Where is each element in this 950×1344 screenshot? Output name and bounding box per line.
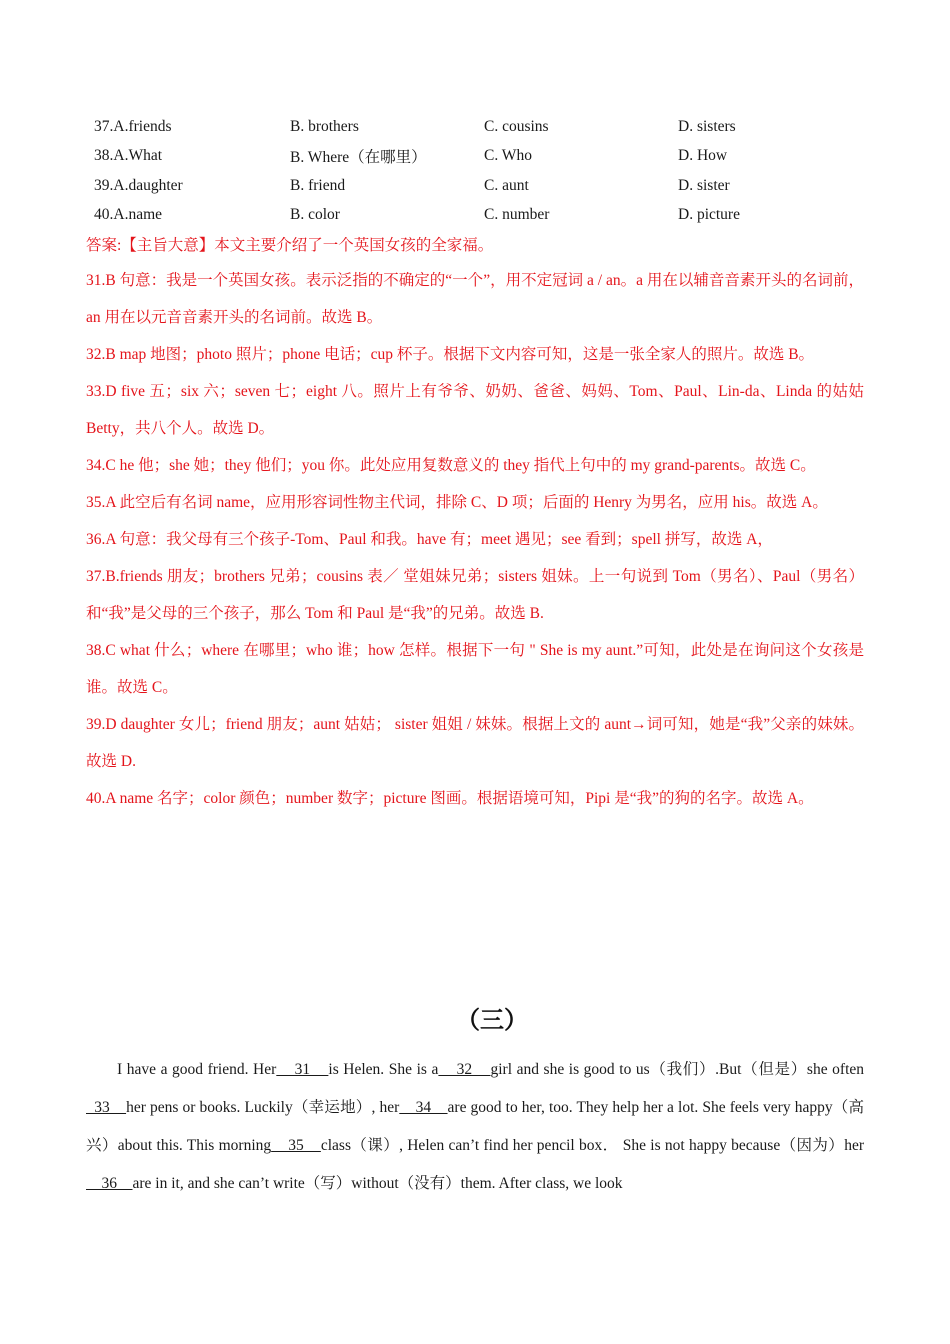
section-title: （三） xyxy=(456,1008,528,1034)
passage-text: her pens or books. Luckily（幸运地）, her xyxy=(126,1099,400,1116)
answer-explanations xyxy=(86,262,864,817)
blank-33: 33 xyxy=(86,1099,127,1116)
question-stem: 40.A.name xyxy=(94,206,163,224)
option-b: B. color xyxy=(290,206,340,224)
question-stem: 37.A.friends xyxy=(94,117,172,135)
explanation-item: 33.D five 五；six 六；seven 七；eight 八。照片上有爷爷、奶奶、爸爸、妈妈、Tom、Paul、Lin-da、Linda 的姑姑 Betty，共八个人。故选 D。 xyxy=(86,383,864,437)
blank-31: 31 xyxy=(276,1061,329,1078)
blank-34: 34 xyxy=(399,1099,448,1116)
passage-text: girl and she is good to us（我们）.But（但是）she often xyxy=(490,1061,865,1078)
option-c: C. number xyxy=(484,206,550,224)
explanation-item: 35.A 此空后有名词 name，应用形容词性物主代词，排除 C、D 项；后面的 Henry 为男名，应用 his。故选 A。 xyxy=(86,494,828,511)
blank-32: 32 xyxy=(438,1061,491,1078)
blank-35: 35 xyxy=(271,1137,321,1154)
option-row xyxy=(94,142,798,172)
answer-header: 答案:【主旨大意】本文主要介绍了一个英国女孩的全家福。 xyxy=(86,237,494,254)
passage-text: are in it, and she can’t write（写）without（没有）them. After class, we look xyxy=(132,1175,623,1192)
option-d: D. How xyxy=(678,147,728,165)
explanation-item: 39.D daughter 女儿；friend 朋友；aunt 姑姑； sister 姐姐 / 妹妹。根据上文的 aunt→词可知，她是“我”父亲的妹妹。故选 D. xyxy=(86,716,864,770)
option-c: C. cousins xyxy=(484,117,549,135)
cloze-passage xyxy=(86,1051,864,1203)
passage-text: class（课）, Helen can’t find her pencil box． She is not happy because（因为）her xyxy=(320,1137,865,1154)
passage-text: I have a good friend. Her xyxy=(117,1061,277,1078)
option-b: B. Where（在哪里） xyxy=(290,149,427,167)
explanation-item: 40.A name 名字；color 颜色；number 数字；picture 图画。根据语境可知，Pipi 是“我”的狗的名字。故选 A。 xyxy=(86,790,814,807)
option-d: D. sister xyxy=(678,176,730,194)
option-d: D. picture xyxy=(678,206,740,224)
explanation-item: 38.C what 什么；where 在哪里；who 谁；how 怎样。根据下一句 " She is my aunt.”可知，此处是在询问这个女孩是谁。故选 C。 xyxy=(86,642,864,696)
explanation-item: 34.C he 他；she 她；they 他们；you 你。此处应用复数意义的 they 指代上句中的 my grand-parents。故选 C。 xyxy=(86,457,816,474)
blank-36: 36 xyxy=(86,1175,133,1192)
option-row xyxy=(94,112,798,142)
explanation-item: 32.B map 地图；photo 照片；phone 电话；cup 杯子。根据下文内容可知，这是一张全家人的照片。故选 B。 xyxy=(86,346,815,363)
question-stem: 38.A.What xyxy=(94,147,163,165)
option-b: B. brothers xyxy=(290,117,359,135)
passage-paragraph xyxy=(86,1051,864,1203)
question-stem: 39.A.daughter xyxy=(94,176,183,194)
explanation-item: 36.A 句意：我父母有三个孩子-Tom、Paul 和我。have 有；meet 遇见；see 看到；spell 拼写，故选 A， xyxy=(86,531,773,548)
passage-text: are good to her, too. They help her a lot. She feels very happy（高兴）about this. This morning xyxy=(86,1099,865,1154)
option-c: C. Who xyxy=(484,147,532,165)
options-table xyxy=(94,112,798,230)
option-row xyxy=(94,201,798,231)
passage-text: is Helen. She is a xyxy=(328,1061,439,1078)
explanation-item: 31.B 句意：我是一个英国女孩。表示泛指的不确定的“一个”，用不定冠词 a / an。a 用在以辅音音素开头的名词前，an 用在以元音音素开头的名词前。故选 B。 xyxy=(86,272,864,326)
option-d: D. sisters xyxy=(678,117,736,135)
option-c: C. aunt xyxy=(484,176,529,194)
option-b: B. friend xyxy=(290,176,346,194)
explanation-item: 37.B.friends 朋友；brothers 兄弟；cousins 表／ 堂姐妹兄弟；sisters 姐妹。上一句说到 Tom（男名）、Paul（男名）和“我”是父母的三个孩子，那么 Tom 和 Paul 是“我”的兄弟。故选 B. xyxy=(86,568,864,622)
option-row xyxy=(94,171,798,201)
